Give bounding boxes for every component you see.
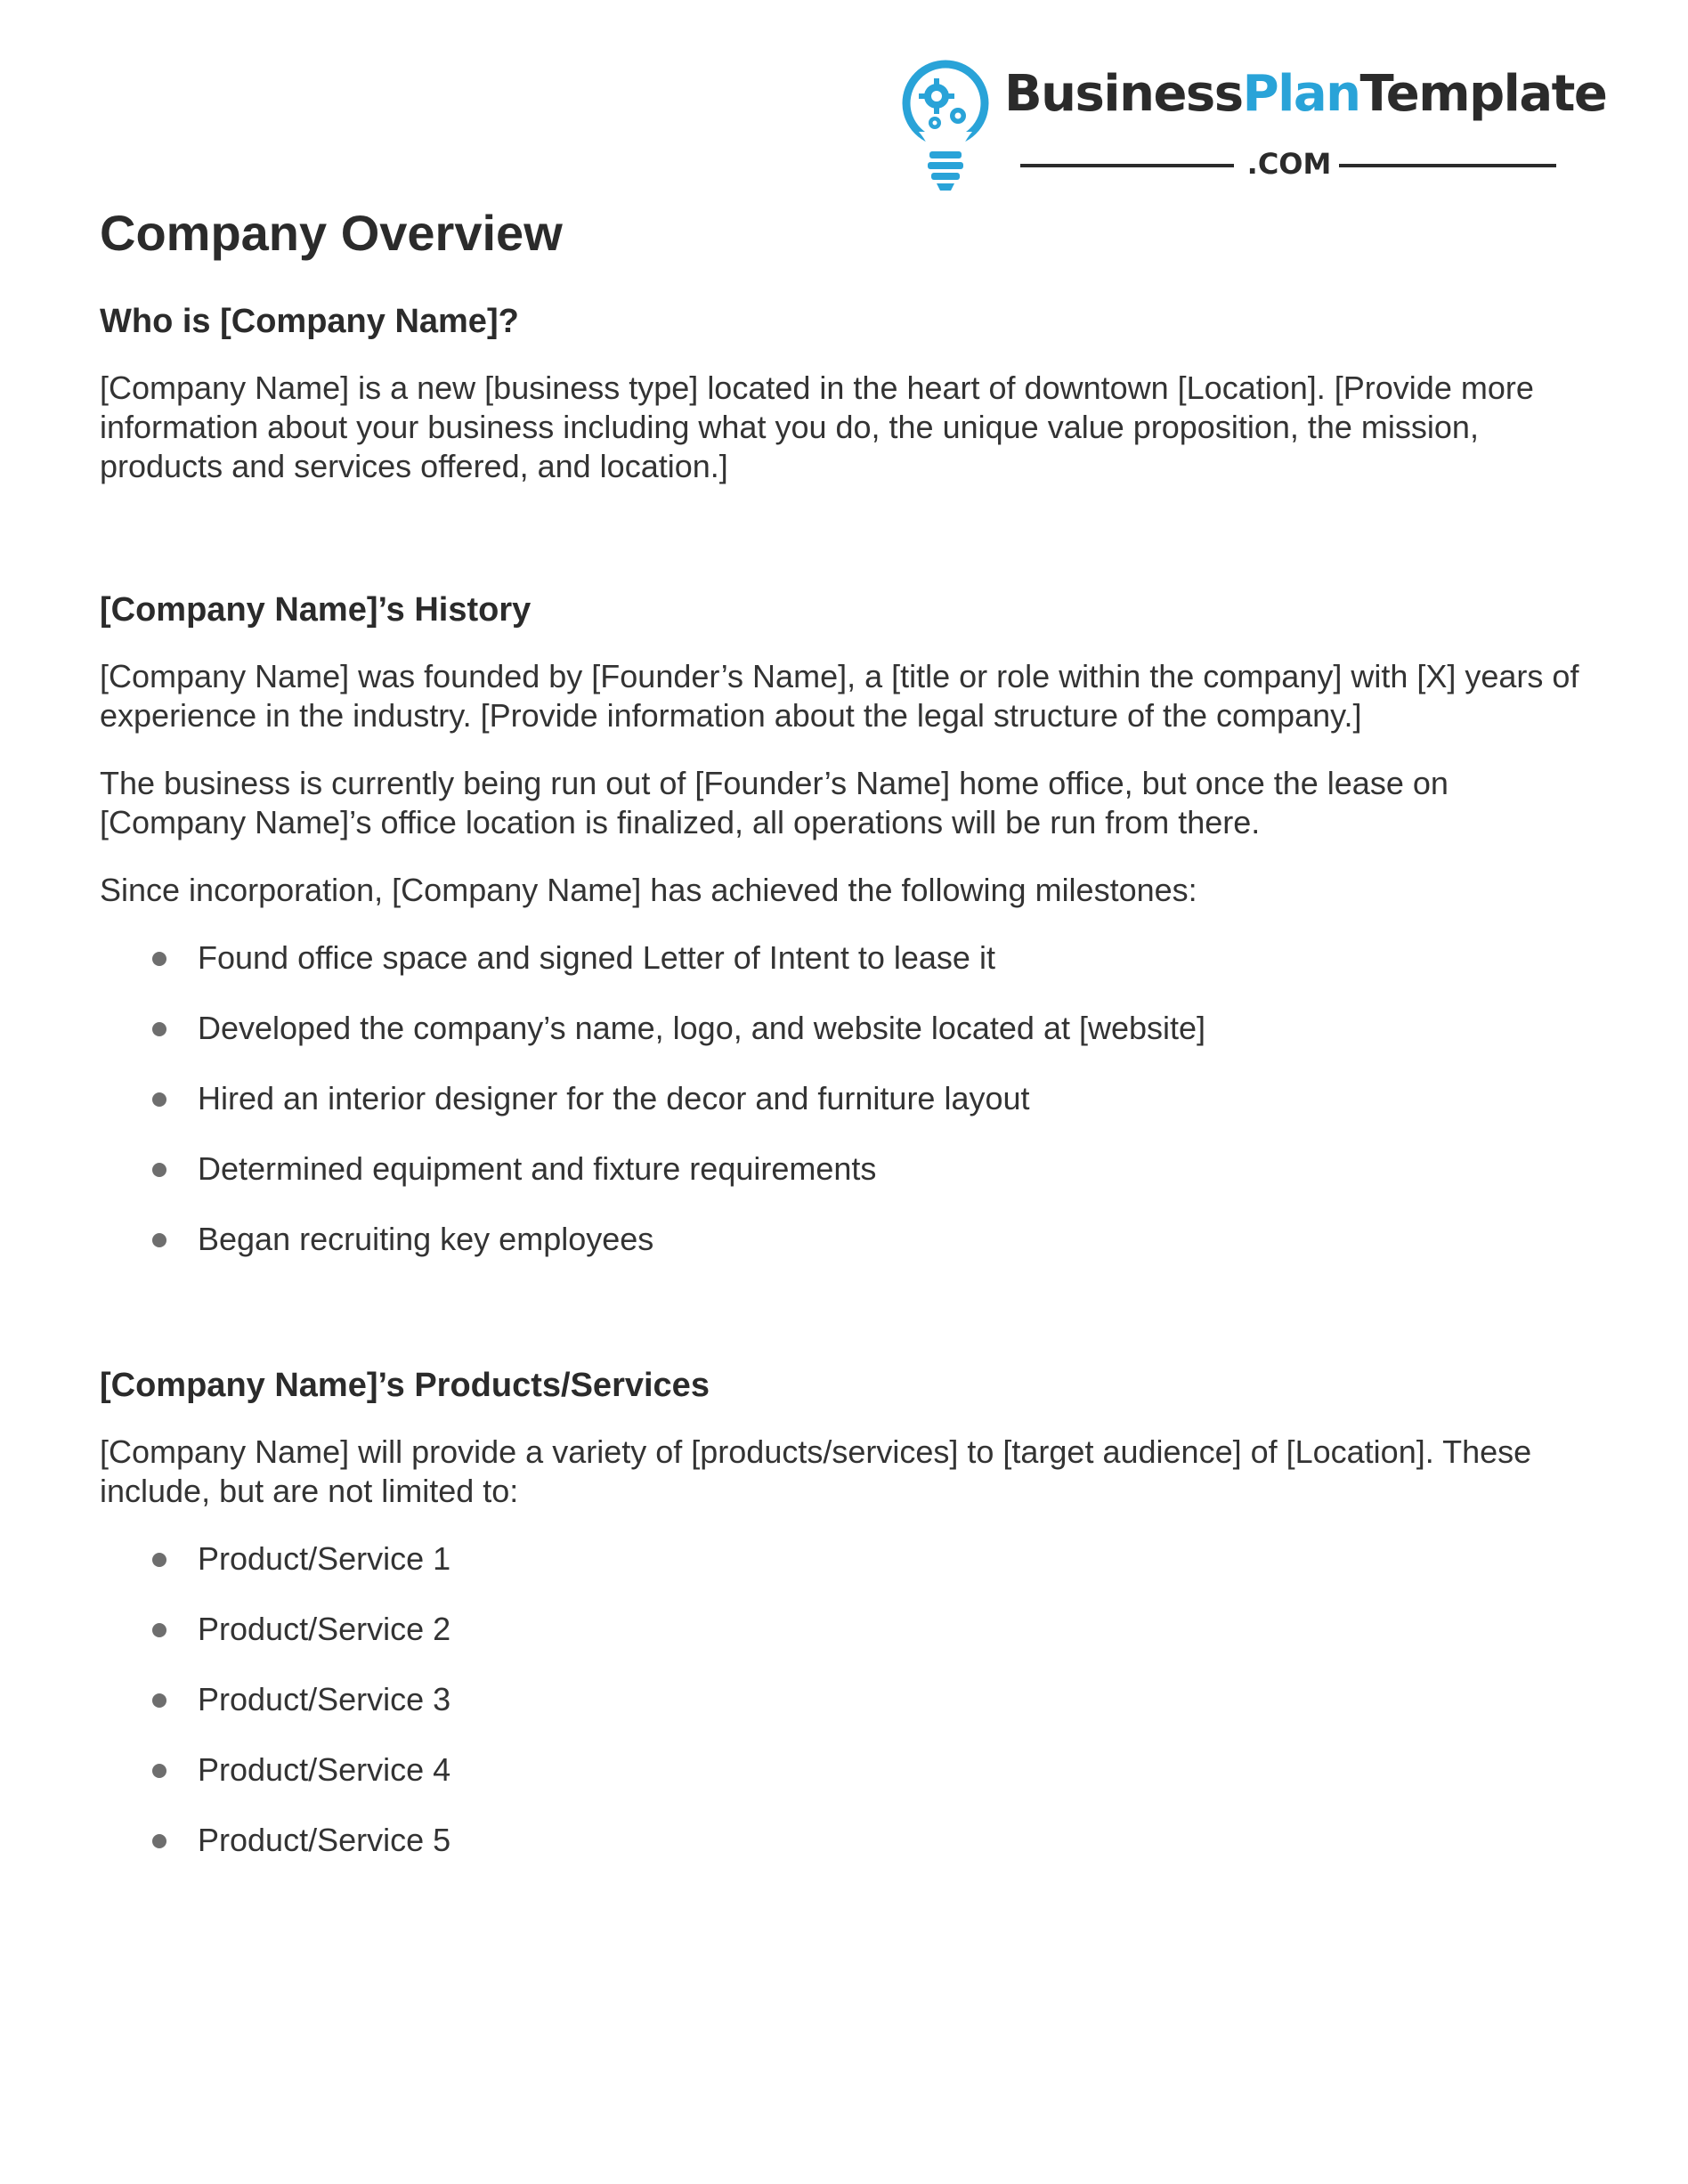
logo-rule-right — [1339, 164, 1556, 167]
paragraph: Since incorporation, [Company Name] has achieved the following milestones: — [100, 872, 1197, 908]
list-item-text: Hired an interior designer for the decor and furniture layout — [198, 1080, 1030, 1116]
list-item-text: Product/Service 4 — [198, 1751, 451, 1788]
section-heading: [Company Name]’s History — [100, 591, 532, 629]
logo-word-business: Business — [1004, 65, 1243, 123]
section-products-services — [100, 1365, 1595, 1860]
bullet-dot-icon — [152, 952, 166, 966]
list-item — [100, 938, 1595, 978]
lightbulb-gear-icon — [899, 59, 992, 192]
logo-suffix: .COM — [1246, 147, 1332, 181]
section-heading: [Company Name]’s Products/Services — [100, 1367, 710, 1404]
bullet-dot-icon — [152, 1834, 166, 1848]
list-item-text: Found office space and signed Letter of Intent to lease it — [198, 939, 995, 976]
list-item — [100, 1079, 1595, 1118]
products-list — [100, 1539, 1595, 1860]
list-item — [100, 1821, 1595, 1860]
list-item-text: Product/Service 3 — [198, 1681, 451, 1717]
list-item — [100, 1680, 1595, 1719]
section-history — [100, 589, 1595, 1259]
list-item — [100, 1220, 1595, 1259]
bullet-dot-icon — [152, 1163, 166, 1177]
bullet-dot-icon — [152, 1553, 166, 1567]
page-title: Company Overview — [100, 205, 563, 261]
paragraph: [Company Name] will provide a variety of [products/services] to [target audience] of [Location]. These include, but are not limited to: — [100, 1433, 1532, 1509]
brand-logo — [899, 53, 1607, 196]
milestones-list — [100, 938, 1595, 1259]
list-item — [100, 1750, 1595, 1790]
list-item-text: Product/Service 2 — [198, 1611, 451, 1647]
list-item — [100, 1610, 1595, 1649]
paragraph: The business is currently being run out of [Founder’s Name] home office, but once the lease on [Company Name]’s office location is finalized, all operations will be run from there. — [100, 765, 1449, 840]
bullet-dot-icon — [152, 1092, 166, 1107]
logo-wordmark — [1004, 65, 1607, 123]
list-item-text: Developed the company’s name, logo, and website located at [website] — [198, 1010, 1206, 1046]
logo-word-plan: Plan — [1242, 65, 1360, 123]
section-who-is — [100, 301, 1595, 486]
logo-com-row — [1008, 146, 1556, 182]
logo-word-template: Template — [1359, 65, 1607, 123]
section-heading: Who is [Company Name]? — [100, 303, 519, 340]
list-item-text: Determined equipment and fixture requirements — [198, 1150, 877, 1187]
bullet-dot-icon — [152, 1623, 166, 1637]
paragraph: [Company Name] is a new [business type] located in the heart of downtown [Location]. [Provide more information about your business including what you do, the unique value proposition, the mission, products and services offered, and location.] — [100, 369, 1534, 484]
paragraph: [Company Name] was founded by [Founder’s Name], a [title or role within the company] with [X] years of experience in the industry. [Provide information about the legal structure of the company.] — [100, 658, 1579, 734]
bullet-dot-icon — [152, 1233, 166, 1247]
logo-rule-left — [1020, 164, 1234, 167]
document-body — [100, 205, 1595, 1891]
bullet-dot-icon — [152, 1022, 166, 1036]
list-item-text: Began recruiting key employees — [198, 1221, 654, 1257]
list-item-text: Product/Service 1 — [198, 1540, 451, 1577]
list-item — [100, 1009, 1595, 1048]
list-item — [100, 1149, 1595, 1189]
list-item-text: Product/Service 5 — [198, 1822, 451, 1858]
bullet-dot-icon — [152, 1693, 166, 1708]
bullet-dot-icon — [152, 1764, 166, 1778]
list-item — [100, 1539, 1595, 1579]
